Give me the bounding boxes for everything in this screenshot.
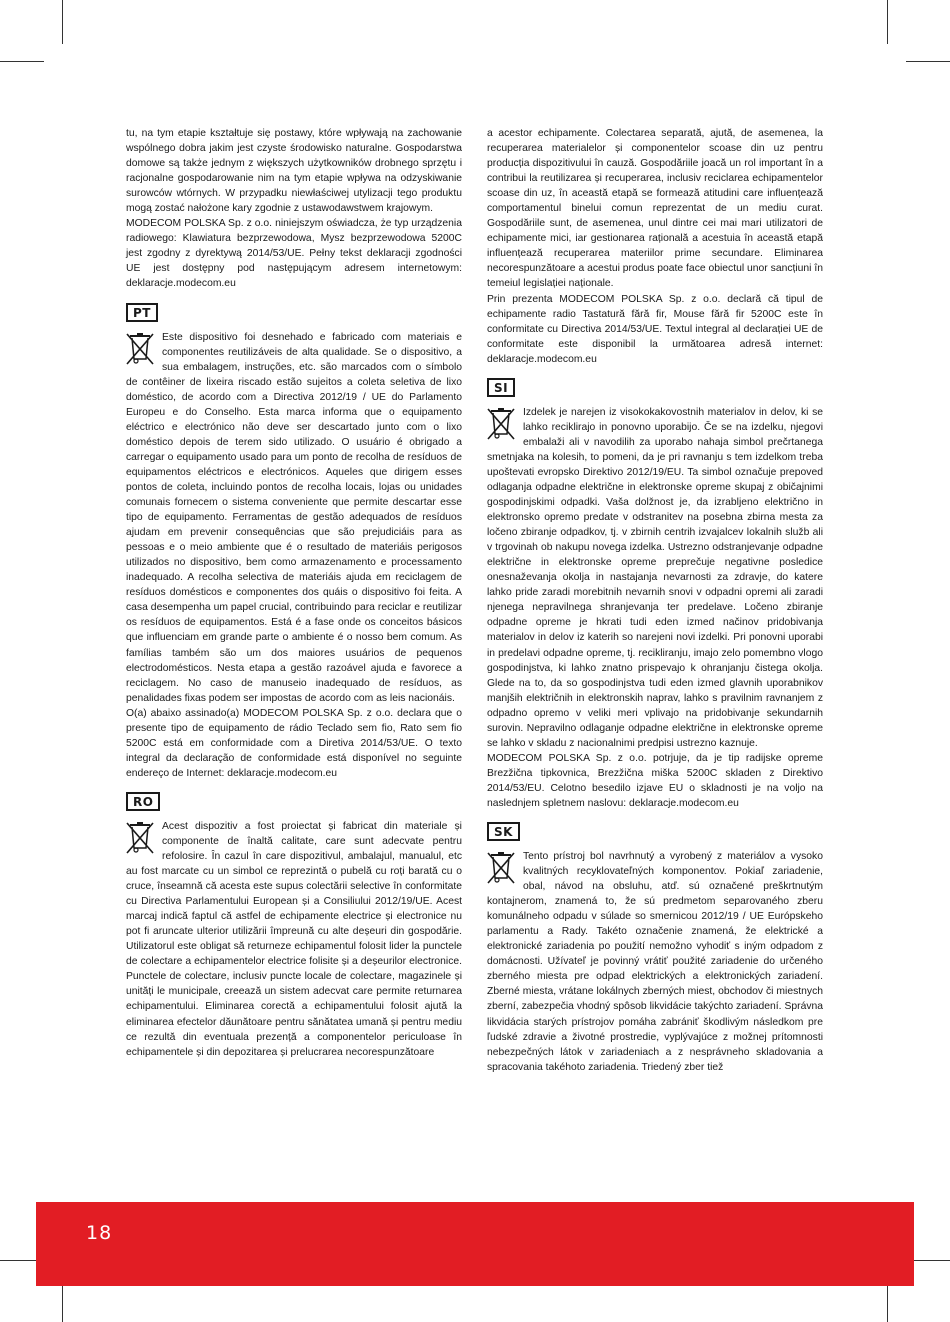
ro-text-tail: a acestor echipamente. Colectarea separată, ajută, de asemenea, la recuperarea materialelor și componentelor scoase din uz pentru producția dispozitivului în cauză. Gospodăriile joacă un rol important în a contribui la reutilizarea și recuperarea, inclusiv reciclarea echipamentelor scoase din uz, în această etapă se formează atitudini care influențează comportamentul binelui comun reprezentat de un mediu curat. Gospodăriile sunt, de asemenea, unul dintre cei mai mari utilizatori de echipamente mici, iar gestionarea rațională a acestuia în această etapă influențează recuperarea materiilor prime secundare. Eliminarea necorespunzătoare a acestui produs poate face obiectul unor sancțiuni în temeiul legislației naționale. [487, 128, 823, 290]
weee-bin-icon [126, 821, 154, 855]
language-badge-si: SI [487, 378, 515, 397]
si-body-text: Izdelek je narejen iz visokokakovostnih materialov in delov, ki se lahko reciklirajo in ponovno uporabijo. Če se na izdelku, njegovi embalaži ali v navodilih za uporabo nahaja simbol prečrtanega smetnjaka na kolesih, to pomeni, da je pri ravnanju s tem izdelkom treba upoštevati evropsko Direktivo 2012/19/EU. Ta simbol označuje prepoved odlaganja odpadne električne in elektronske opreme skupaj z običajnimi gospodinjskimi odpadki. Vaša dolžnost je, da izrabljeno električno in elektronsko opremo predate v odstranitev na posebna zbirna mesta za ločeno zbiranje odpadkov, tj. v zbirnih centrih izvajalcev lokalnih služb ali v trgovinah ob nakupu novega izdelka. Ustrezno odstranjevanje odpadne električne in elektronske opreme preprečuje negativne posledice onesnaževanja okolja in nastajanja nevarnosti za zdravje, do katere lahko pride zaradi morebitnih nevarnih snovi v odpadni opremi ali zaradi njenega nepravilnega shranjevanja ter predelave. Ločeno zbiranje odpadne opreme je hkrati tudi eden izmed načinov pridobivanja materialov in delov iz katerih so narejeni novi izdelki. Pri ponovni uporabi in predelavi odpadne opreme, tj. recikliranju, imajo zelo pomembno vlogo gospodinjstva, ki lahko znatno prispevajo k ohranjanju čistega okolja. Glede na to, da so gospodinjstva tudi eden izmed glavnih uporabnikov manjših električnih in elektronskih naprav, lahko s pravilnim ravnanjem z odpadno opremo v veliki meri vplivajo na pridobivanje sekundarnih surovin. Nepravilno odlaganje odpadne električne in elektronske opreme se lahko v skladu z nacionalnimi predpisi ustrezno kaznuje. [487, 406, 823, 749]
si-declaration: MODECOM POLSKA Sp. z o.o. potrjuje, da je tip radijske opreme Brezžična tipkovnica, Brezžična miška 5200C skladen z Direktivo 2014/53/EU. Celotno besedilo izjave EU o skladnosti je na voljo na naslednjem spletnem naslovu: deklaracje.modecom.eu [487, 752, 823, 809]
ro-section-body [126, 819, 462, 1060]
sk-section-body [487, 849, 823, 1075]
pl-text-tail: tu, na tym etapie kształtuje się postawy, które wpływają na zachowanie wspólnego dobra jakim jest czyste środowisko naturalne. Gospodarstwa domowe są także jednym z większych użytkowników drobnego sprzętu i racjonalne gospodarowanie nim na tym etapie wpływa na odzyskiwanie surowców wtórnych. W przypadku niewłaściwej utylizacji tego produktu mogą zostać nałożone kary zgodnie z ustawodawstwem krajowym. [126, 128, 462, 215]
page-number: 18 [86, 1222, 113, 1244]
language-badge-sk: SK [487, 822, 520, 841]
pt-declaration: O(a) abaixo assinado(a) MODECOM POLSKA Sp. z o.o. declara que o presente tipo de equipamento de rádio Teclado sem fio, Rato sem fio 5200C está em conformidade com a Diretiva 2014/53/UE. O texto integral da declaração de conformidade está disponível no seguinte endereço de Internet: deklaracje.modecom.eu [126, 707, 462, 779]
ro-body-text: Acest dispozitiv a fost proiectat și fabricat din materiale și componente de înaltă calitate, care sunt adecvate pentru refolosire. În cazul în care dispozitivul, ambalajul, manualul, etc au fost marcate cu un simbol ce reprezintă o pubelă cu roți barată cu o cruce, înseamnă că acesta este supus colectării selective în conformitate cu Directiva Parlamentului European și a Consiliului 2012/19/UE. Acest marcaj indică faptul că astfel de echipamente electrice și electronice nu pot fi aruncate ulterior utilizării împreună cu alte deșeuri din gospodărie. Utilizatorul este obligat să returneze echipamentul folosit lider la punctele de colectare a echipamentelor electrice folisite și a deșeurilor electronice. Punctele de colectare, inclusiv puncte locale de colectare, magazinele și unități le municipale, creează un sistem adecvat care permite returnarea echipamentului. Eliminarea corectă a echipamentului folosit ajută la eliminarea efectelor dăunătoare pentru sănătatea umană și pentru mediu ce rezultă din eventuala prezență a componentelor periculoase în echipamentele și din depozitarea și prelucrarea necorespunzătoare [126, 820, 462, 1058]
pt-section-body [126, 330, 462, 706]
crop-mark [906, 61, 950, 62]
crop-mark [62, 0, 63, 44]
language-badge-pt: PT [126, 303, 158, 322]
weee-bin-icon [126, 332, 154, 366]
ro-declaration: Prin prezenta MODECOM POLSKA Sp. z o.o. declară că tipul de echipamente radio Tastatură fără fir, Mouse fără fir 5200C este în conformitate cu Directiva 2014/53/UE. Textul integral al declarației UE de conformitate este disponibil la următoarea adresă internet: deklaracje.modecom.eu [487, 293, 823, 365]
crop-mark [887, 0, 888, 44]
weee-bin-icon [487, 407, 515, 441]
pt-body-text: Este dispositivo foi desnehado e fabricado com materiais e componentes reutilizáveis de alta qualidade. Se o dispositivo, a sua embalagem, instruções, etc. são marcados com o símbolo de contêiner de lixeira riscado estão sujeitos a coleta seletiva de lixo doméstico, de acordo com a Directiva 2012/19 / UE do Parlamento Europeu e do Conselho. Esta marca informa que o equipamento eléctrico e electrónico não deve ser descartado junto com o lixo doméstico depois de terem sido utilizado. O usuário é obrigado a carregar o equipamento usado para um ponto de recolha de resíduos de equipamentos eléctricos e electrónicos. Aqueles que dirigem esses pontos de coleta, incluindo pontos de recolha locais, lojas ou unidades comunais fornecem o sistema conveniente que permite descartar esse tipo de equipamento. Ferramentas de gestão adequados de resíduos ajudam em prevenir consequências que são prejudiciáis para as pessoas e o meio ambiente que é o resultado de materiáis perigosos utilizados no dispositivo, bem como armazenamento e processamento inadequado. A recolha selectiva de materiáis ajuda em reciclagem de resíduos domésticos e componentes dos quáis o dispositivo foi feita. A casa desempenha um papel crucial, contribuindo para reciclar e reutilizar os resíduos de equipamentos. Está é a fase onde os conceitos básicos que influenciam em grande parte o ambiente é o nosso bem comum. As famílias também são um dos maiores usuários de pequenos electrodomésticos. Nesta etapa a gestão razoável ajuda e favorece a reciclagem. No caso de manuseio inadequado de resíduos, as penalidades fixas podem ser impostas de acordo com as leis nacionáis. [126, 331, 462, 704]
weee-bin-icon [487, 851, 515, 885]
pl-declaration: MODECOM POLSKA Sp. z o.o. niniejszym oświadcza, że typ urządzenia radiowego: Klawiatura bezprzewodowa, Mysz bezprzewodowa 5200C jest zgodny z dyrektywą 2014/53/UE. Pełny tekst deklaracji zgodności UE jest dostępny pod następującym adresem internetowym: deklaracje.modecom.eu [126, 218, 462, 290]
crop-mark [0, 61, 44, 62]
right-column [487, 126, 823, 1075]
language-badge-ro: RO [126, 792, 160, 811]
footer-band [36, 1202, 914, 1286]
sk-body-text: Tento prístroj bol navrhnutý a vyrobený z materiálov a vysoko kvalitných recyklovateľných komponentov. Pokiaľ zariadenie, obal, návod na obsluhu, atď. sú označené preškrtnutým kontajnerom, znamená to, že sú predmetom separovaného zberu komunálneho odpadu v súlade so smernicou 2012/19 / UE Európskeho parlamentu a Rady. Takéto označenie znamená, že elektrické a elektronické zariadenia po použití nemožno vyhodiť s iným odpadom z domácnosti. Užívateľ je povinný vrátiť použité zariadenie do určeného zberného miesta pre odpad elektrických a elektronických zariadení. Zberné miesta, vrátane lokálnych zberných miest, obchodov či miestnych zberní, zabezpečia vhodný spôsob likvidácie takýchto zariadení. Správna likvidácia starých prístrojov pomáha zabrániť škodlivým následkom pre ľudské zdravie a životné prostredie, vyplývajúce z možnej prítomnosti nebezpečných látok v zariadeniach a z nesprávneho skladovania a spracovania takéhoto zariadenia. Triedený zber tiež [487, 851, 823, 1073]
si-section-body [487, 405, 823, 751]
left-column [126, 126, 462, 1060]
